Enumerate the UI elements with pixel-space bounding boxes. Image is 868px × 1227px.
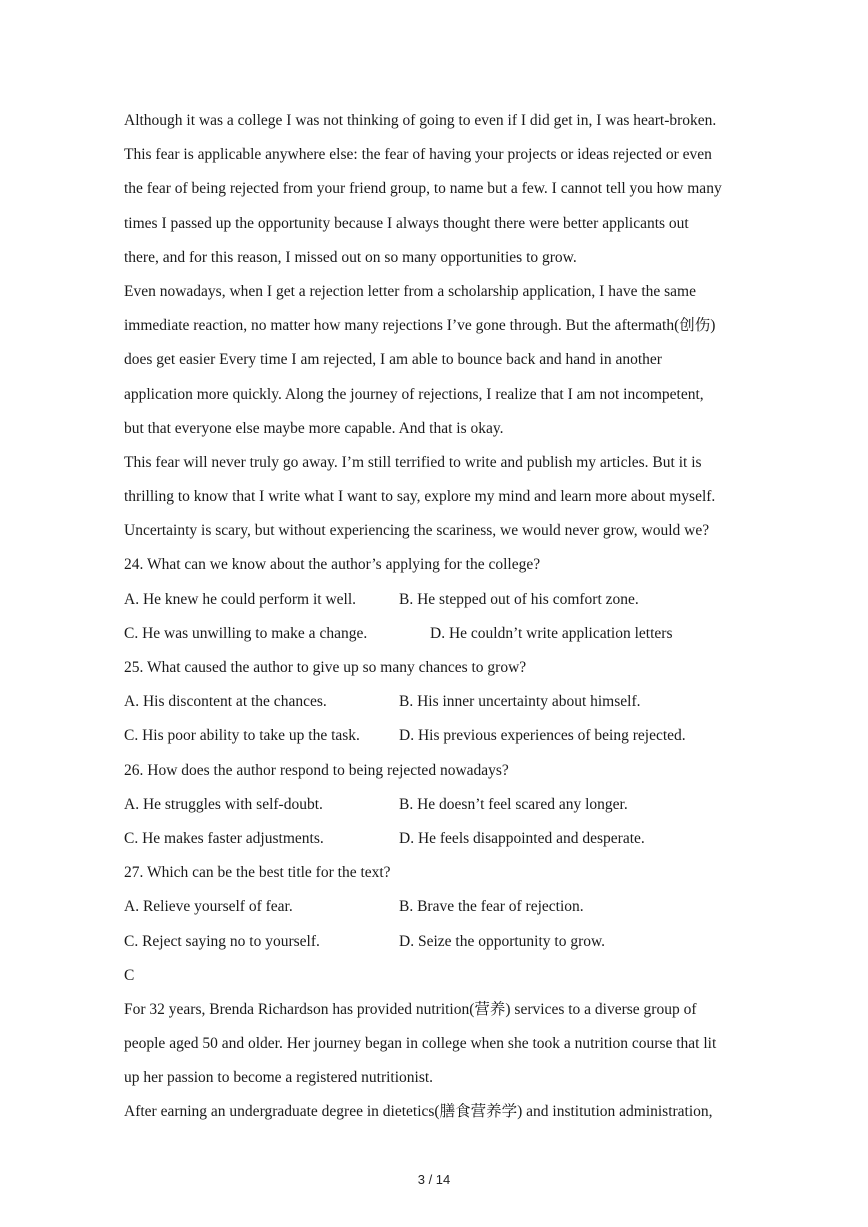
option-a: A. Relieve yourself of fear. bbox=[124, 898, 293, 916]
passage-line: immediate reaction, no matter how many rejections I’ve gone through. But the aftermath(创伤) bbox=[124, 317, 716, 335]
option-b: B. His inner uncertainty about himself. bbox=[399, 693, 641, 711]
option-b: B. He stepped out of his comfort zone. bbox=[399, 590, 639, 608]
option-a: A. He struggles with self-doubt. bbox=[124, 795, 323, 813]
option-row bbox=[124, 583, 754, 617]
passage-line: After earning an undergraduate degree in dietetics(膳食营养学) and institution administration, bbox=[124, 1103, 713, 1121]
option-row bbox=[124, 685, 754, 719]
question-25 bbox=[124, 651, 754, 754]
option-c: C. He makes faster adjustments. bbox=[124, 829, 324, 847]
question-stem: 27. Which can be the best title for the text? bbox=[124, 864, 391, 882]
option-a: A. He knew he could perform it well. bbox=[124, 590, 357, 608]
option-b: B. Brave the fear of rejection. bbox=[399, 898, 584, 916]
passage-b bbox=[124, 104, 754, 548]
question-stem: 24. What can we know about the author’s applying for the college? bbox=[124, 556, 541, 574]
passage-c bbox=[124, 959, 754, 1130]
passage-line: application more quickly. Along the journey of rejections, I realize that I am not incompetent, bbox=[124, 385, 704, 403]
passage-line: times I passed up the opportunity because I always thought there were better applicants out bbox=[124, 214, 689, 232]
passage-line: This fear is applicable anywhere else: the fear of having your projects or ideas rejected or even bbox=[124, 146, 712, 164]
question-24 bbox=[124, 548, 754, 651]
option-row bbox=[124, 617, 754, 651]
passage-line: but that everyone else maybe more capable. And that is okay. bbox=[124, 419, 504, 437]
option-d: D. His previous experiences of being rejected. bbox=[399, 727, 686, 745]
passage-line: Even nowadays, when I get a rejection letter from a scholarship application, I have the same bbox=[124, 282, 696, 300]
option-row bbox=[124, 788, 754, 822]
option-d: D. He couldn’t write application letters bbox=[430, 624, 673, 642]
passage-line: people aged 50 and older. Her journey began in college when she took a nutrition course that lit bbox=[124, 1035, 717, 1053]
passage-line: does get easier Every time I am rejected, I am able to bounce back and hand in another bbox=[124, 351, 662, 369]
option-a: A. His discontent at the chances. bbox=[124, 693, 327, 711]
page-content bbox=[124, 104, 754, 1130]
passage-line: For 32 years, Brenda Richardson has provided nutrition(营养) services to a diverse group of bbox=[124, 1000, 697, 1018]
option-d: D. Seize the opportunity to grow. bbox=[399, 932, 606, 950]
question-stem: 26. How does the author respond to being rejected nowadays? bbox=[124, 761, 509, 779]
passage-line: Uncertainty is scary, but without experiencing the scariness, we would never grow, would we? bbox=[124, 522, 710, 540]
passage-line: Although it was a college I was not thinking of going to even if I did get in, I was heart-broken. bbox=[124, 112, 717, 129]
passage-line: the fear of being rejected from your friend group, to name but a few. I cannot tell you how many bbox=[124, 180, 722, 198]
question-26 bbox=[124, 754, 754, 857]
passage-line: This fear will never truly go away. I’m still terrified to write and publish my articles. But it is bbox=[124, 453, 702, 471]
option-row bbox=[124, 822, 754, 856]
option-row bbox=[124, 719, 754, 753]
question-stem: 25. What caused the author to give up so many chances to grow? bbox=[124, 659, 527, 676]
option-b: B. He doesn’t feel scared any longer. bbox=[399, 795, 628, 813]
option-c: C. His poor ability to take up the task. bbox=[124, 727, 360, 745]
question-27 bbox=[124, 856, 754, 959]
page-number: 3 / 14 bbox=[417, 1172, 451, 1187]
passage-line: up her passion to become a registered nutritionist. bbox=[124, 1069, 434, 1087]
passage-line: thrilling to know that I write what I want to say, explore my mind and learn more about myself. bbox=[124, 488, 716, 506]
passage-line: there, and for this reason, I missed out on so many opportunities to grow. bbox=[124, 248, 577, 266]
option-d: D. He feels disappointed and desperate. bbox=[399, 829, 645, 847]
option-c: C. He was unwilling to make a change. bbox=[124, 624, 368, 642]
section-heading: C bbox=[124, 966, 135, 984]
option-row bbox=[124, 925, 754, 959]
option-row bbox=[124, 890, 754, 924]
option-c: C. Reject saying no to yourself. bbox=[124, 932, 320, 950]
